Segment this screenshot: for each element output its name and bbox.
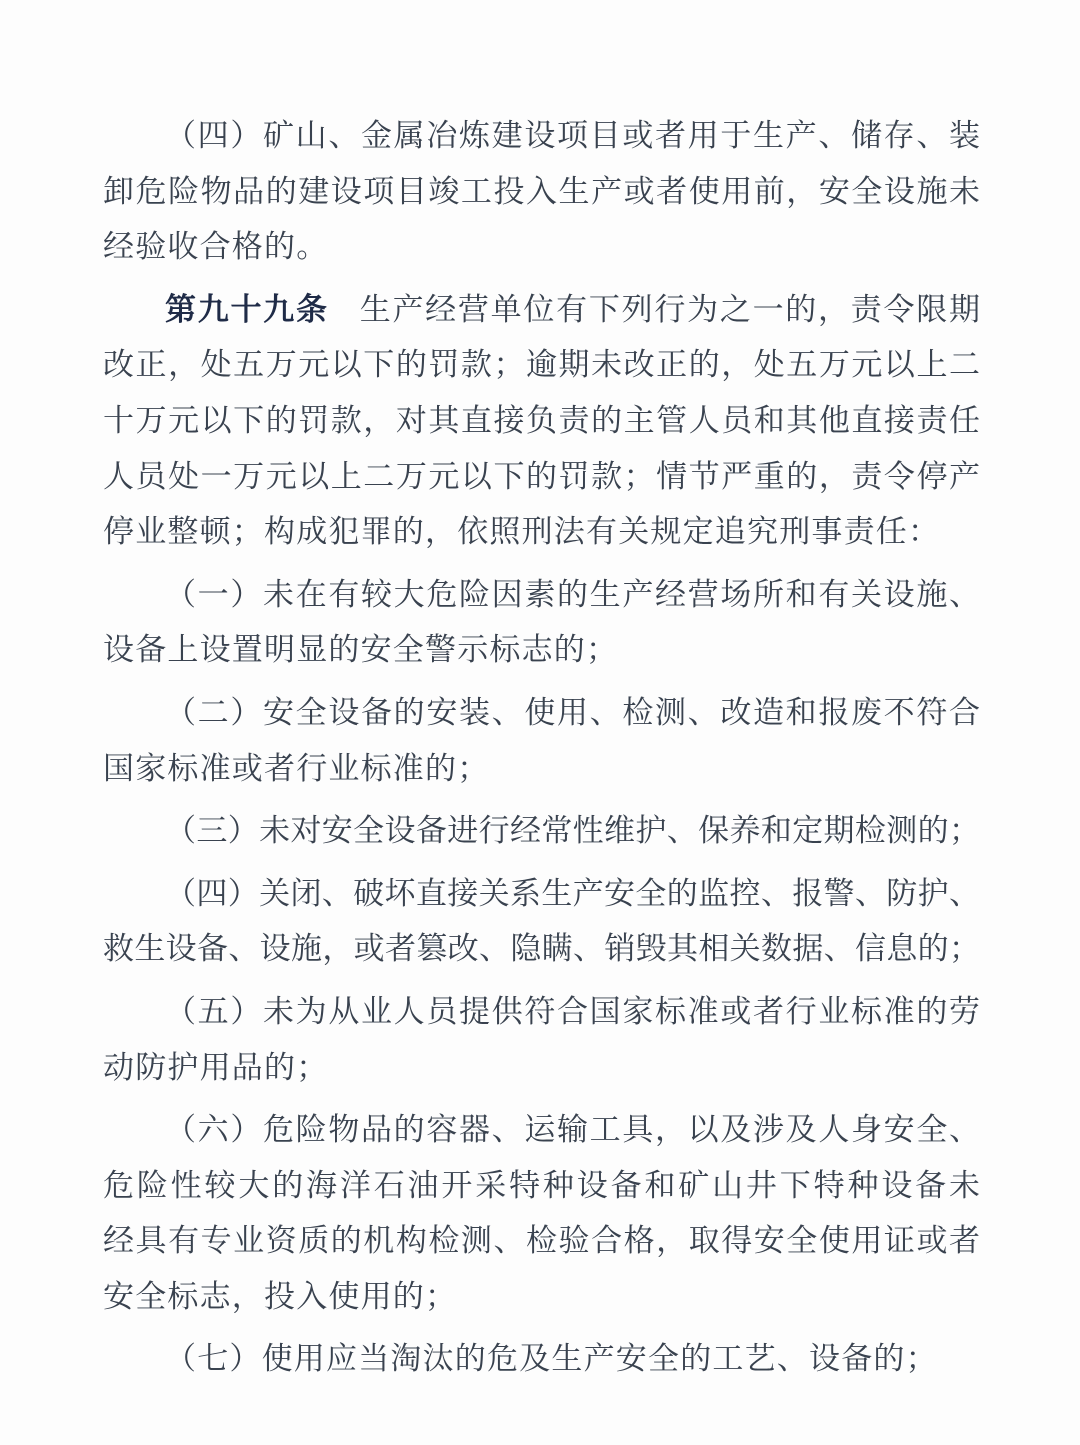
text-line: 停业整顿；构成犯罪的，依照刑法有关规定追究刑事责任：	[103, 514, 941, 550]
text-line: （五）未为从业人员提供符合国家标准或者行业标准的劳	[165, 993, 980, 1029]
text-line: （三）未对安全设备进行经常性维护、保养和定期检测的；	[165, 813, 980, 849]
text-line: 十万元以下的罚款，对其直接负责的主管人员和其他直接责任	[103, 402, 980, 438]
text-line: （六）危险物品的容器、运输工具，以及涉及人身安全、	[165, 1112, 980, 1148]
article-lead-text: 生产经营单位有下列行为之一的，责令限期	[359, 291, 981, 327]
text-line: 国家标准或者行业标准的；	[103, 750, 490, 786]
text-line: 动防护用品的；	[103, 1049, 329, 1085]
text-line: 经验收合格的。	[103, 229, 329, 265]
text-line: 人员处一万元以上二万元以下的罚款；情节严重的，责令停产	[103, 458, 980, 494]
text-line: 改正，处五万元以下的罚款；逾期未改正的，处五万元以上二	[103, 347, 980, 383]
text-line: 卸危险物品的建设项目竣工投入生产或者使用前，安全设施未	[103, 173, 980, 209]
text-line: （四）关闭、破坏直接关系生产安全的监控、报警、防护、	[165, 875, 980, 911]
legal-text-block	[103, 108, 980, 1387]
text-line: 救生设备、设施，或者篡改、隐瞒、销毁其相关数据、信息的；	[103, 931, 980, 967]
text-line: 经具有专业资质的机构检测、检验合格，取得安全使用证或者	[103, 1223, 980, 1259]
article-number: 第九十九条	[165, 291, 329, 327]
text-line: （七）使用应当淘汰的危及生产安全的工艺、设备的；	[165, 1341, 938, 1377]
text-line: 危险性较大的海洋石油开采特种设备和矿山井下特种设备未	[103, 1167, 980, 1203]
text-line-article	[103, 282, 980, 338]
text-line: 安全标志，投入使用的；	[103, 1278, 458, 1314]
text-line: （四）矿山、金属冶炼建设项目或者用于生产、储存、装	[165, 118, 980, 153]
text-line: （二）安全设备的安装、使用、检测、改造和报废不符合	[165, 694, 980, 730]
text-line: （一）未在有较大危险因素的生产经营场所和有关设施、	[165, 576, 980, 612]
text-line: 设备上设置明显的安全警示标志的；	[103, 632, 619, 668]
